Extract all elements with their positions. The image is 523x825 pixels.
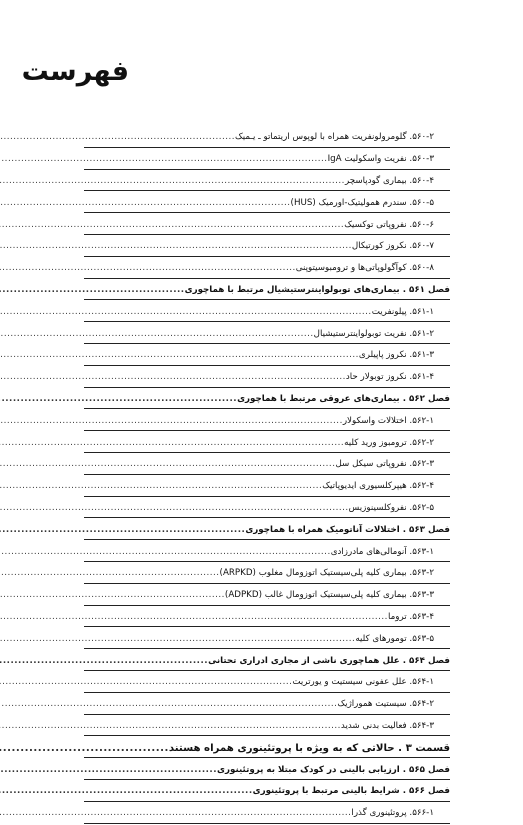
- row-divider: [84, 801, 450, 802]
- row-divider: [84, 365, 450, 366]
- dot-leader: [0, 302, 372, 323]
- toc-entry: [84, 432, 450, 454]
- row-divider: [84, 430, 450, 431]
- toc-chapter: [84, 759, 450, 781]
- toc-entry-label: فصل ۵۶۴ . علل هماچوری ناشی از مجاری ادراری تحتانی: [208, 655, 450, 666]
- toc-entry-label: ۵۶۲-۳. نفروپاتی سیکل سل: [335, 459, 434, 470]
- dot-leader: [0, 629, 355, 650]
- toc-chapter: [84, 280, 450, 302]
- dot-leader: [0, 738, 169, 759]
- toc-entry-label: ۵۶۰-۶. نفروپاتی توکسیک: [344, 219, 434, 230]
- table-of-contents: [84, 127, 450, 825]
- dot-leader: [0, 760, 217, 781]
- toc-entry-label: ۵۶۳-۳. بیماری کلیه پلی‌سیستیک اتوزومال غالب (ADPKD): [224, 590, 434, 601]
- row-divider: [84, 278, 450, 279]
- row-divider: [84, 147, 450, 148]
- dot-leader: [0, 324, 314, 345]
- toc-entry-label: ۵۶۳-۱. آنومالی‌های مادرزادی: [330, 546, 434, 557]
- toc-entry-label: ۵۶۲-۵. نفروکلسینوزیس: [348, 502, 434, 513]
- dot-leader: [0, 781, 253, 802]
- dot-leader: [0, 389, 237, 410]
- row-divider: [84, 561, 450, 562]
- toc-entry: [84, 803, 450, 825]
- toc-entry-label: ۵۶۴-۲. سیستیت هموراژیک: [337, 699, 434, 710]
- dot-leader: [0, 585, 225, 606]
- toc-entry-label: قسمت ۳ . حالاتی که به ویژه با پروتئینوری همراه هستند: [168, 742, 450, 754]
- dot-leader: [0, 651, 208, 672]
- toc-entry-label: فصل ۵۶۳ . اختلالات آناتومیک همراه با هماچوری: [245, 524, 450, 535]
- toc-entry: [84, 498, 450, 520]
- dot-leader: [0, 672, 292, 693]
- dot-leader: [0, 258, 296, 279]
- toc-entry-label: ۵۶۱-۲. نفریت توبولواینترستیشیال: [313, 328, 434, 339]
- toc-entry-label: ۵۶۳-۵. تومورهای کلیه: [355, 633, 434, 644]
- dot-leader: [0, 520, 245, 541]
- toc-entry-label: ۵۶۲-۴. هیپرکلسیوری ایدیوپاتیک: [322, 481, 434, 492]
- toc-chapter: [84, 781, 450, 803]
- row-divider: [84, 626, 450, 627]
- row-divider: [84, 387, 450, 388]
- toc-entry: [84, 563, 450, 585]
- dot-leader: [0, 498, 349, 519]
- page-title: فهرست: [21, 56, 129, 87]
- toc-entry-label: ۵۶۳-۲. بیماری کلیه پلی‌سیستیک اتوزومال مغلوب (ARPKD): [219, 568, 434, 579]
- dot-leader: [0, 215, 344, 236]
- toc-entry-label: ۵۶۱-۳. نکروز پاپیلری: [358, 350, 434, 361]
- toc-entry: [84, 258, 450, 280]
- dot-leader: [0, 476, 322, 497]
- toc-entry: [84, 149, 450, 171]
- row-divider: [84, 234, 450, 235]
- dot-leader: [0, 454, 335, 475]
- toc-entry: [84, 585, 450, 607]
- dot-leader: [0, 694, 337, 715]
- toc-entry: [84, 236, 450, 258]
- toc-entry-label: ۵۶۶-۱. پروتئینوری گذرا: [351, 808, 434, 819]
- dot-leader: [0, 345, 359, 366]
- row-divider: [84, 343, 450, 344]
- toc-entry: [84, 214, 450, 236]
- dot-leader: [0, 171, 345, 192]
- toc-entry: [84, 301, 450, 323]
- row-divider: [84, 670, 450, 671]
- row-divider: [84, 408, 450, 409]
- row-divider: [84, 539, 450, 540]
- toc-entry-label: ۵۶۰-۷. نکروز کورتیکال: [351, 241, 434, 252]
- toc-entry-label: ۵۶۴-۱. علل عفونی سیستیت و یورتریت: [292, 677, 434, 688]
- toc-entry-label: ۵۶۰-۴. بیماری گودپاسچر: [344, 175, 434, 186]
- toc-entry-label: ۵۶۱-۱. پیلونفریت: [371, 306, 434, 317]
- row-divider: [84, 212, 450, 213]
- toc-entry: [84, 694, 450, 716]
- toc-entry: [84, 323, 450, 345]
- toc-chapter: [84, 650, 450, 672]
- row-divider: [84, 757, 450, 758]
- dot-leader: [0, 236, 352, 257]
- toc-entry: [84, 454, 450, 476]
- toc-entry-label: فصل ۵۶۲ . بیماری‌های عروقی مرتبط با هماچوری: [237, 393, 450, 404]
- toc-entry-label: ۵۶۳-۴. تروما: [387, 611, 434, 622]
- dot-leader: [0, 563, 220, 584]
- toc-entry: [84, 345, 450, 367]
- toc-entry: [84, 476, 450, 498]
- dot-leader: [0, 280, 185, 301]
- toc-entry-label: فصل ۵۶۱ . بیماری‌های توبولواینترستیشیال مرتبط با هماچوری: [184, 284, 450, 295]
- row-divider: [84, 321, 450, 322]
- toc-entry: [84, 171, 450, 193]
- row-divider: [84, 714, 450, 715]
- toc-entry: [84, 541, 450, 563]
- row-divider: [84, 517, 450, 518]
- dot-leader: [0, 411, 343, 432]
- toc-entry-label: فصل ۵۶۶ . شرایط بالینی مرتبط با پروتئینوری: [252, 786, 450, 797]
- toc-entry-label: ۵۶۰-۵. سندرم همولیتیک-اورمیک (HUS): [290, 197, 434, 208]
- dot-leader: [0, 193, 291, 214]
- toc-entry: [84, 628, 450, 650]
- dot-leader: [0, 367, 346, 388]
- toc-entry-label: ۵۶۲-۲. ترومبوز ورید کلیه: [344, 437, 434, 448]
- toc-entry: [84, 192, 450, 214]
- toc-entry-label: ۵۶۱-۴. نکروز توبولار حاد: [345, 372, 434, 383]
- row-divider: [84, 823, 450, 824]
- row-divider: [84, 299, 450, 300]
- dot-leader: [0, 127, 235, 148]
- toc-entry-label: ۵۶۰-۲. گلومرولونفریت همراه با لوپوس اریتماتو ـ یـمیک: [235, 132, 434, 143]
- dot-leader: [0, 716, 341, 737]
- row-divider: [84, 256, 450, 257]
- dot-leader: [0, 607, 388, 628]
- toc-chapter: [84, 389, 450, 411]
- toc-entry: [84, 410, 450, 432]
- toc-entry-label: ۵۶۰-۳. نفریت واسکولیت IgA: [327, 154, 434, 165]
- toc-entry-label: ۵۶۲-۱. اختلالات واسکولار: [342, 415, 434, 426]
- row-divider: [84, 692, 450, 693]
- row-divider: [84, 169, 450, 170]
- toc-entry-label: ۵۶۰-۸. کوآگولوپاتی‌ها و ترومبوسیتوپنی: [295, 263, 434, 274]
- toc-part: [84, 737, 450, 759]
- row-divider: [84, 583, 450, 584]
- row-divider: [84, 648, 450, 649]
- toc-entry-label: فصل ۵۶۵ . ارزیابی بالینی در کودک مبتلا به پروتئینوری: [217, 764, 450, 775]
- toc-entry: [84, 127, 450, 149]
- row-divider: [84, 452, 450, 453]
- toc-entry: [84, 716, 450, 738]
- dot-leader: [0, 803, 351, 824]
- toc-entry: [84, 672, 450, 694]
- dot-leader: [0, 433, 344, 454]
- row-divider: [84, 474, 450, 475]
- row-divider: [84, 605, 450, 606]
- row-divider: [84, 779, 450, 780]
- toc-entry: [84, 367, 450, 389]
- toc-entry-label: ۵۶۴-۳. فعالیت بدنی شدید: [340, 720, 434, 731]
- toc-chapter: [84, 519, 450, 541]
- row-divider: [84, 735, 450, 736]
- row-divider: [84, 190, 450, 191]
- dot-leader: [0, 542, 331, 563]
- toc-entry: [84, 607, 450, 629]
- row-divider: [84, 496, 450, 497]
- dot-leader: [0, 149, 328, 170]
